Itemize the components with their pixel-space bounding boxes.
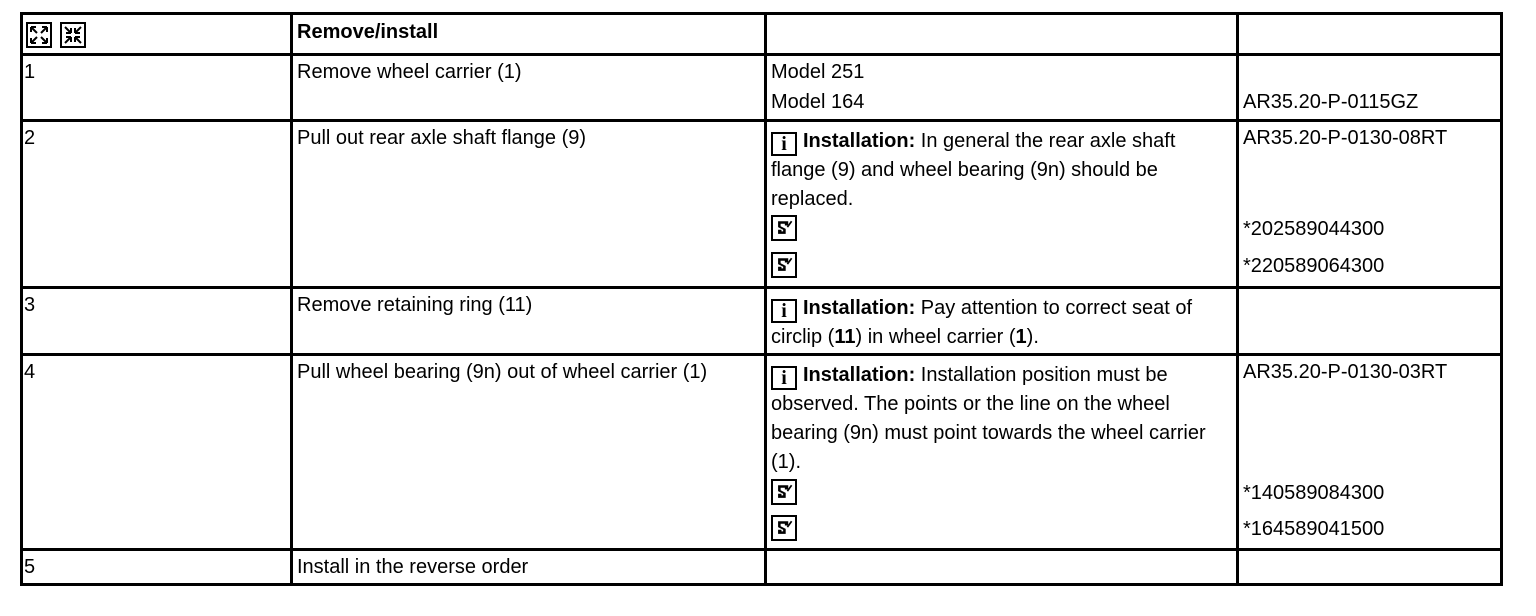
step-number: 1 xyxy=(24,61,36,83)
step-action: Remove wheel carrier (1) xyxy=(290,56,764,119)
procedure-table xyxy=(20,12,1503,586)
step-notes xyxy=(764,122,1236,286)
reference-link[interactable]: AR35.20-P-0115GZ xyxy=(1243,91,1419,113)
tool-number[interactable]: *140589084300 xyxy=(1243,482,1385,504)
step-notes xyxy=(764,56,1236,119)
step-action: Pull wheel bearing (9n) out of wheel carrier (1) xyxy=(290,356,764,548)
special-tool-icon[interactable] xyxy=(771,215,797,241)
header-title: Remove/install xyxy=(290,15,764,53)
step-action: Pull out rear axle shaft flange (9) xyxy=(290,122,764,286)
special-tool-icon[interactable] xyxy=(771,515,797,541)
special-tool-icon[interactable] xyxy=(771,479,797,505)
note-text-part: 11 xyxy=(834,326,856,348)
step-notes xyxy=(764,551,1236,586)
table-header-row xyxy=(23,15,1500,53)
step-action: Install in the reverse order xyxy=(290,551,764,586)
step-refs xyxy=(1236,56,1500,119)
note-text-part: 1 xyxy=(1015,326,1027,348)
note-text: Installation position must be observed. The points or the line on the wheel bearing (9n) must point towards the wheel carrier (1). xyxy=(771,364,1206,473)
tool-number[interactable]: *220589064300 xyxy=(1243,255,1385,277)
step-refs xyxy=(1236,356,1500,548)
note-text-part: ). xyxy=(1026,326,1039,348)
model-note: Model 164 xyxy=(771,91,865,113)
tool-number[interactable]: *202589044300 xyxy=(1243,218,1385,240)
note-text-part: Pay attention to correct seat of circlip ( xyxy=(771,297,1193,348)
info-icon: i xyxy=(771,299,797,323)
note-text: In general the rear axle shaft flange (9) and wheel bearing (9n) should be replaced. xyxy=(771,130,1176,210)
step-number: 4 xyxy=(24,361,36,383)
step-action: Remove retaining ring (11) xyxy=(290,289,764,353)
step-number: 3 xyxy=(24,294,36,316)
table-row xyxy=(23,286,1500,353)
step-refs xyxy=(1236,122,1500,286)
installation-note xyxy=(771,127,1231,214)
table-row xyxy=(23,353,1500,548)
step-refs xyxy=(1236,289,1500,353)
step-number: 5 xyxy=(24,556,36,578)
header-empty-cell xyxy=(764,15,1236,53)
step-notes xyxy=(764,356,1236,548)
special-tool-icon[interactable] xyxy=(771,252,797,278)
model-note: Model 251 xyxy=(771,61,865,83)
header-empty-cell xyxy=(1236,15,1500,53)
table-row xyxy=(23,548,1500,586)
expand-all-icon[interactable] xyxy=(26,22,52,48)
tool-number[interactable]: *164589041500 xyxy=(1243,518,1385,540)
step-refs xyxy=(1236,551,1500,586)
table-row xyxy=(23,53,1500,119)
note-label: Installation: xyxy=(803,364,916,386)
reference-link[interactable]: AR35.20-P-0130-08RT xyxy=(1243,127,1448,149)
table-row xyxy=(23,119,1500,286)
note-label: Installation: xyxy=(803,297,916,319)
note-text-part: ) in wheel carrier ( xyxy=(855,326,1016,348)
info-icon: i xyxy=(771,366,797,390)
collapse-all-icon[interactable] xyxy=(60,22,86,48)
step-number: 2 xyxy=(24,127,36,149)
reference-link[interactable]: AR35.20-P-0130-03RT xyxy=(1243,361,1448,383)
installation-note xyxy=(771,361,1231,477)
header-icons-cell xyxy=(23,15,290,53)
note-label: Installation: xyxy=(803,130,916,152)
step-notes xyxy=(764,289,1236,353)
info-icon: i xyxy=(771,132,797,156)
installation-note xyxy=(771,294,1231,352)
